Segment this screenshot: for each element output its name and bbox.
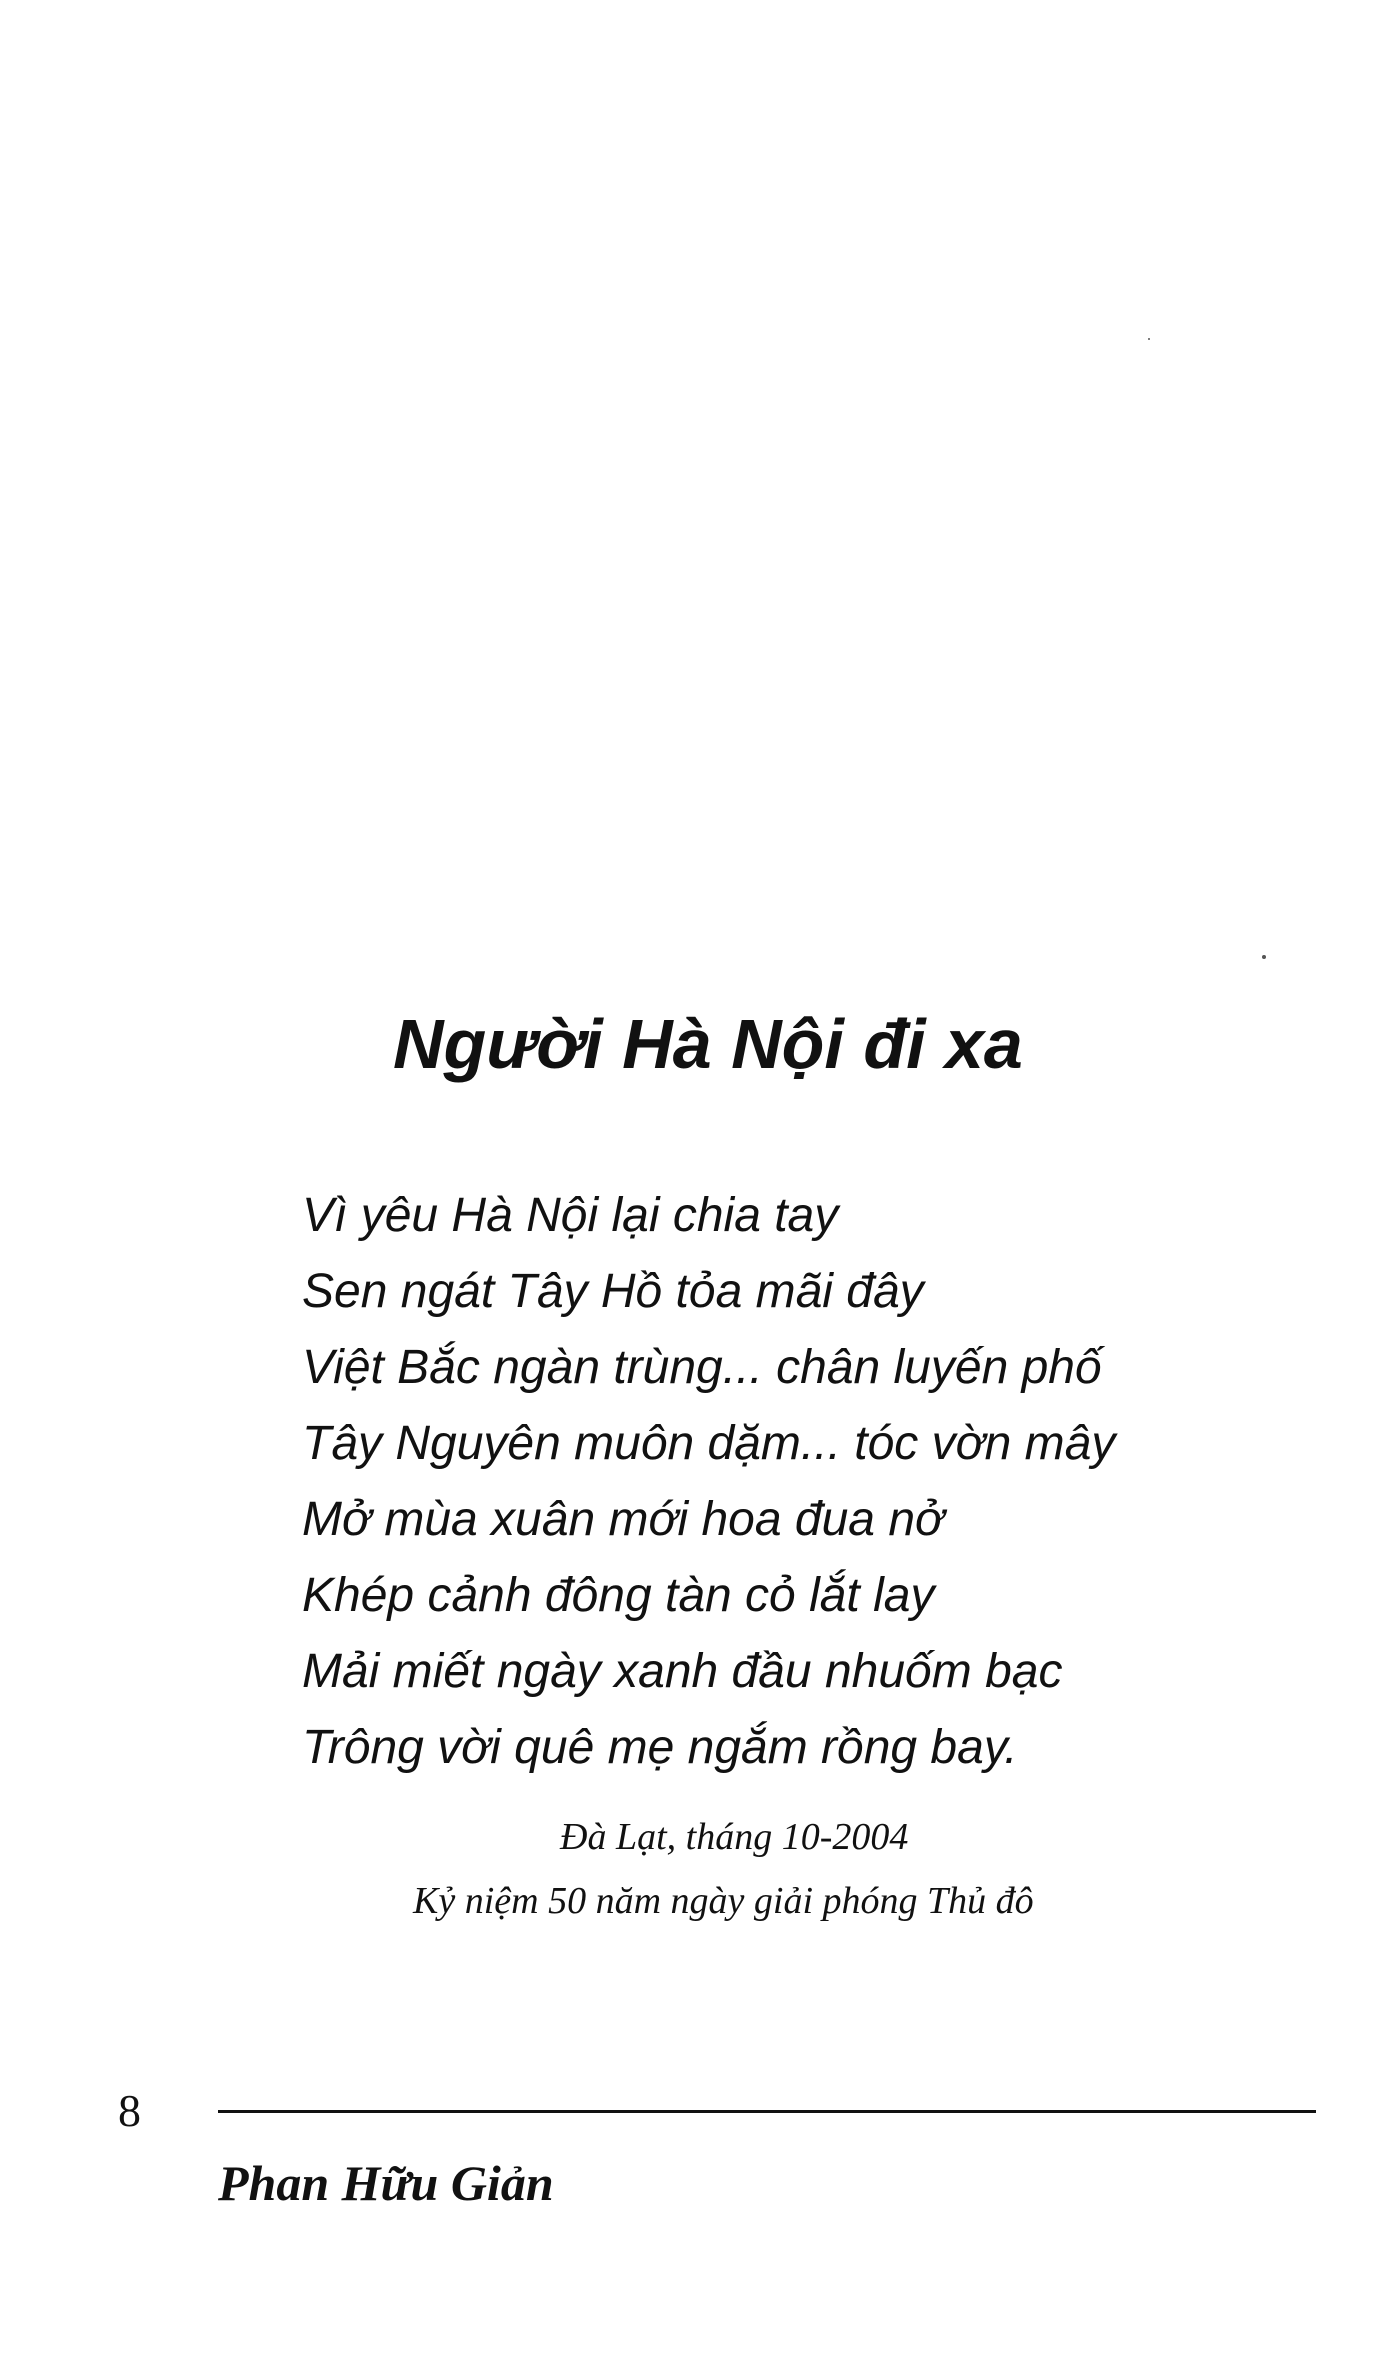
scan-speck [1262, 955, 1266, 959]
poem-dedication: Kỷ niệm 50 năm ngày giải phóng Thủ đô [413, 1880, 1034, 1922]
poem-body [302, 1178, 1115, 1786]
poem-line: Vì yêu Hà Nội lại chia tay [302, 1189, 839, 1242]
footer-rule [218, 2110, 1316, 2113]
poem-line: Tây Nguyên muôn dặm... tóc vờn mây [302, 1417, 1116, 1470]
poem-line: Mở mùa xuân mới hoa đua nở [302, 1493, 945, 1546]
poem-line: Sen ngát Tây Hồ tỏa mãi đây [302, 1265, 924, 1318]
running-footer-author: Phan Hữu Giản [218, 2155, 554, 2211]
poem-line: Việt Bắc ngàn trùng... chân luyến phố [302, 1341, 1102, 1394]
poem-dateline: Đà Lạt, tháng 10-2004 [560, 1816, 909, 1858]
poem-line: Trông vời quê mẹ ngắm rồng bay. [302, 1721, 1018, 1774]
page-number: 8 [118, 2085, 141, 2136]
poem-title: Người Hà Nội đi xa [393, 1004, 1023, 1083]
scan-speck [1148, 338, 1150, 340]
poem-line: Mải miết ngày xanh đầu nhuốm bạc [302, 1645, 1063, 1698]
poem-line: Khép cảnh đông tàn cỏ lắt lay [302, 1569, 935, 1622]
